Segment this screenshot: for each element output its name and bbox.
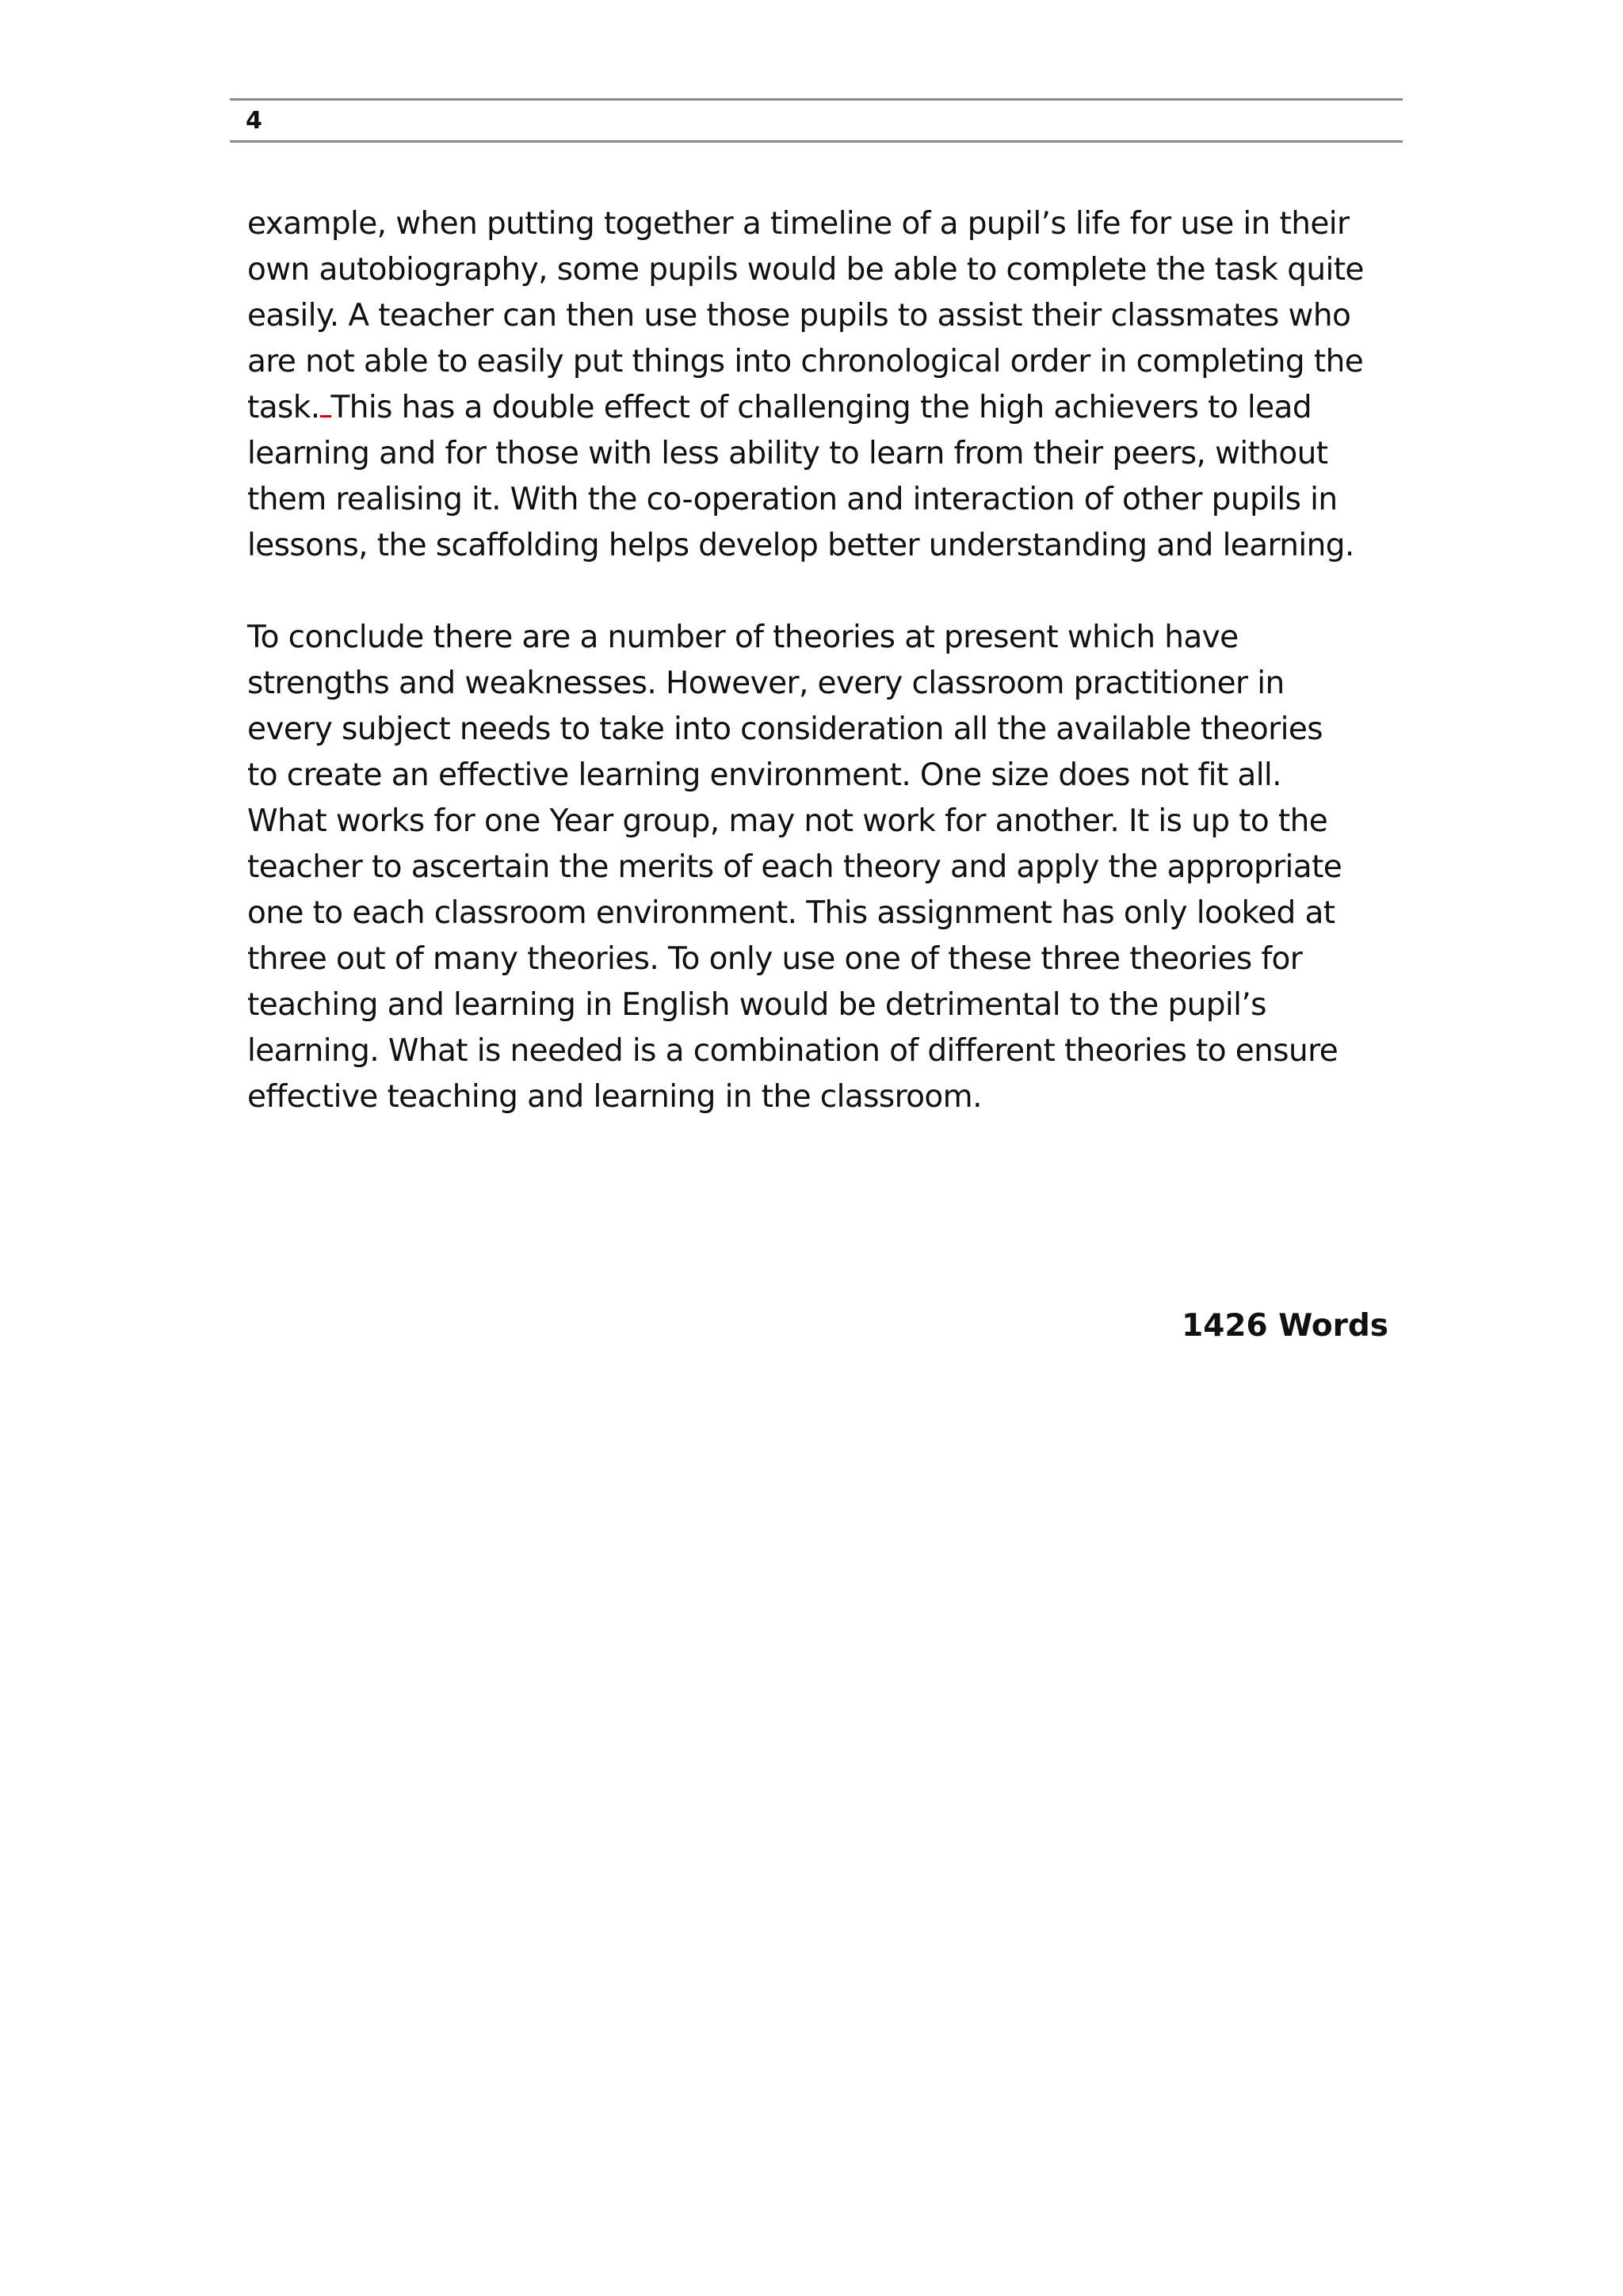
page-number: 4 bbox=[246, 107, 262, 135]
paragraph-line: To conclude there are a number of theories at present which have bbox=[247, 620, 1239, 655]
paragraph-line: one to each classroom environment. This assignment has only looked at bbox=[247, 895, 1335, 931]
paragraph-line: effective teaching and learning in the classroom. bbox=[247, 1079, 982, 1115]
paragraph-line: learning and for those with less ability to learn from their peers, without bbox=[247, 436, 1328, 471]
paragraph-line: teaching and learning in English would be detrimental to the pupil’s bbox=[247, 987, 1266, 1023]
paragraph-line: learning. What is needed is a combination of different theories to ensure bbox=[247, 1033, 1338, 1069]
paragraph-line bbox=[247, 385, 1404, 431]
paragraph-line: What works for one Year group, may not work for another. It is up to the bbox=[247, 803, 1328, 839]
document-body bbox=[247, 201, 1404, 1166]
paragraph-1 bbox=[247, 201, 1404, 569]
paragraph-line: to create an effective learning environment. One size does not fit all. bbox=[247, 757, 1281, 793]
sentence-end: task. bbox=[247, 390, 320, 425]
paragraph-line: them realising it. With the co-operation and interaction of other pupils in bbox=[247, 482, 1338, 517]
paragraph-line: three out of many theories. To only use one of these three theories for bbox=[247, 941, 1303, 977]
word-count: 1426 Words bbox=[1182, 1308, 1388, 1344]
sentence-start: This has a double effect of challenging the high achievers to lead bbox=[330, 390, 1312, 425]
spellcheck-mark bbox=[320, 391, 331, 418]
paragraph-2 bbox=[247, 615, 1404, 1120]
paragraph-line: every subject needs to take into consideration all the available theories bbox=[247, 711, 1323, 747]
paragraph-line: are not able to easily put things into chronological order in completing the bbox=[247, 344, 1364, 379]
paragraph-line: own autobiography, some pupils would be able to complete the task quite bbox=[247, 252, 1364, 288]
paragraph-line: strengths and weaknesses. However, every classroom practitioner in bbox=[247, 666, 1285, 701]
paragraph-line: easily. A teacher can then use those pupils to assist their classmates who bbox=[247, 298, 1351, 334]
page-header bbox=[230, 98, 1403, 143]
paragraph-line: lessons, the scaffolding helps develop better understanding and learning. bbox=[247, 528, 1354, 563]
paragraph-line: teacher to ascertain the merits of each theory and apply the appropriate bbox=[247, 849, 1342, 885]
paragraph-line: example, when putting together a timeline of a pupil’s life for use in their bbox=[247, 206, 1350, 242]
